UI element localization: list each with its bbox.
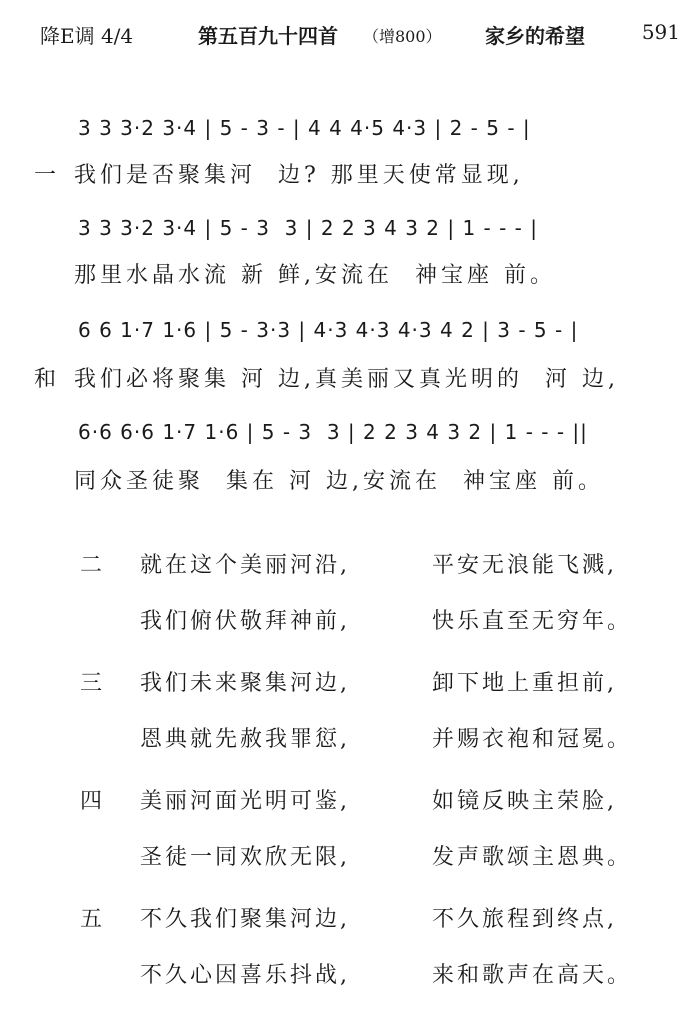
page-header <box>40 20 680 56</box>
lyric-line-2: 那里水晶水流 新 鲜,安流在 神宝座 前。 <box>74 263 556 288</box>
verse-line: 就在这个美丽河沿, <box>140 553 350 578</box>
notation-line-1: 3 3 3·2 3·4 | 5 - 3 - | 4 4 4·5 4·3 | 2 - 5 - | <box>78 116 531 140</box>
supplement-note: （增800） <box>363 27 442 46</box>
verse-line: 圣徒一同欢欣无限, <box>140 845 350 870</box>
verse-line: 如镜反映主荣脸, <box>432 789 617 814</box>
verse-line: 快乐直至无穷年。 <box>432 609 633 634</box>
verse-line: 卸下地上重担前, <box>432 671 617 696</box>
lyric-line-4: 同众圣徒聚 集在 河 边,安流在 神宝座 前。 <box>74 469 604 494</box>
verse-block <box>0 666 700 784</box>
verse-number: 二 <box>80 553 103 578</box>
lyric-line-3: 我们必将聚集 河 边,真美丽又真光明的 河 边, <box>74 367 619 392</box>
verse-block <box>0 548 700 666</box>
key-signature: 降E调 4/4 <box>40 24 134 48</box>
notation-line-3: 6 6 1·7 1·6 | 5 - 3·3 | 4·3 4·3 4·3 4 2 | 3 - 5 - | <box>78 318 579 342</box>
notation-line-4: 6·6 6·6 1·7 1·6 | 5 - 3 3 | 2 2 3 4 3 2 | 1 - - - || <box>78 420 588 444</box>
verse-block <box>0 784 700 902</box>
verses-section <box>0 548 700 1020</box>
refrain-marker: 和 <box>34 367 57 392</box>
verse-line: 不久旅程到终点, <box>432 907 617 932</box>
lyric-line-1: 我们是否聚集河 边? 那里天使常显现, <box>74 163 524 188</box>
verse-number: 五 <box>80 907 103 932</box>
verse-line: 美丽河面光明可鉴, <box>140 789 350 814</box>
notation-line-2: 3 3 3·2 3·4 | 5 - 3 3 | 2 2 3 4 3 2 | 1 - - - | <box>78 216 538 240</box>
verse-line: 发声歌颂主恩典。 <box>432 845 633 870</box>
verse-line: 不久心因喜乐抖战, <box>140 963 350 988</box>
verse-line: 不久我们聚集河边, <box>140 907 350 932</box>
hymn-title: 家乡的希望 <box>485 24 585 48</box>
verse-line: 我们未来聚集河边, <box>140 671 350 696</box>
verse-line: 平安无浪能飞溅, <box>432 553 617 578</box>
verse-block <box>0 902 700 1020</box>
verse-number: 四 <box>80 789 103 814</box>
verse-line: 恩典就先赦我罪愆, <box>140 727 350 752</box>
verse-number: 三 <box>80 671 103 696</box>
verse-line: 并赐衣袍和冠冕。 <box>432 727 633 752</box>
verse-number-one: 一 <box>34 163 57 188</box>
verse-line: 我们俯伏敬拜神前, <box>140 609 350 634</box>
hymn-number-title: 第五百九十四首 <box>198 24 338 48</box>
page-number: 591 <box>641 20 680 44</box>
verse-line: 来和歌声在高天。 <box>432 963 633 988</box>
